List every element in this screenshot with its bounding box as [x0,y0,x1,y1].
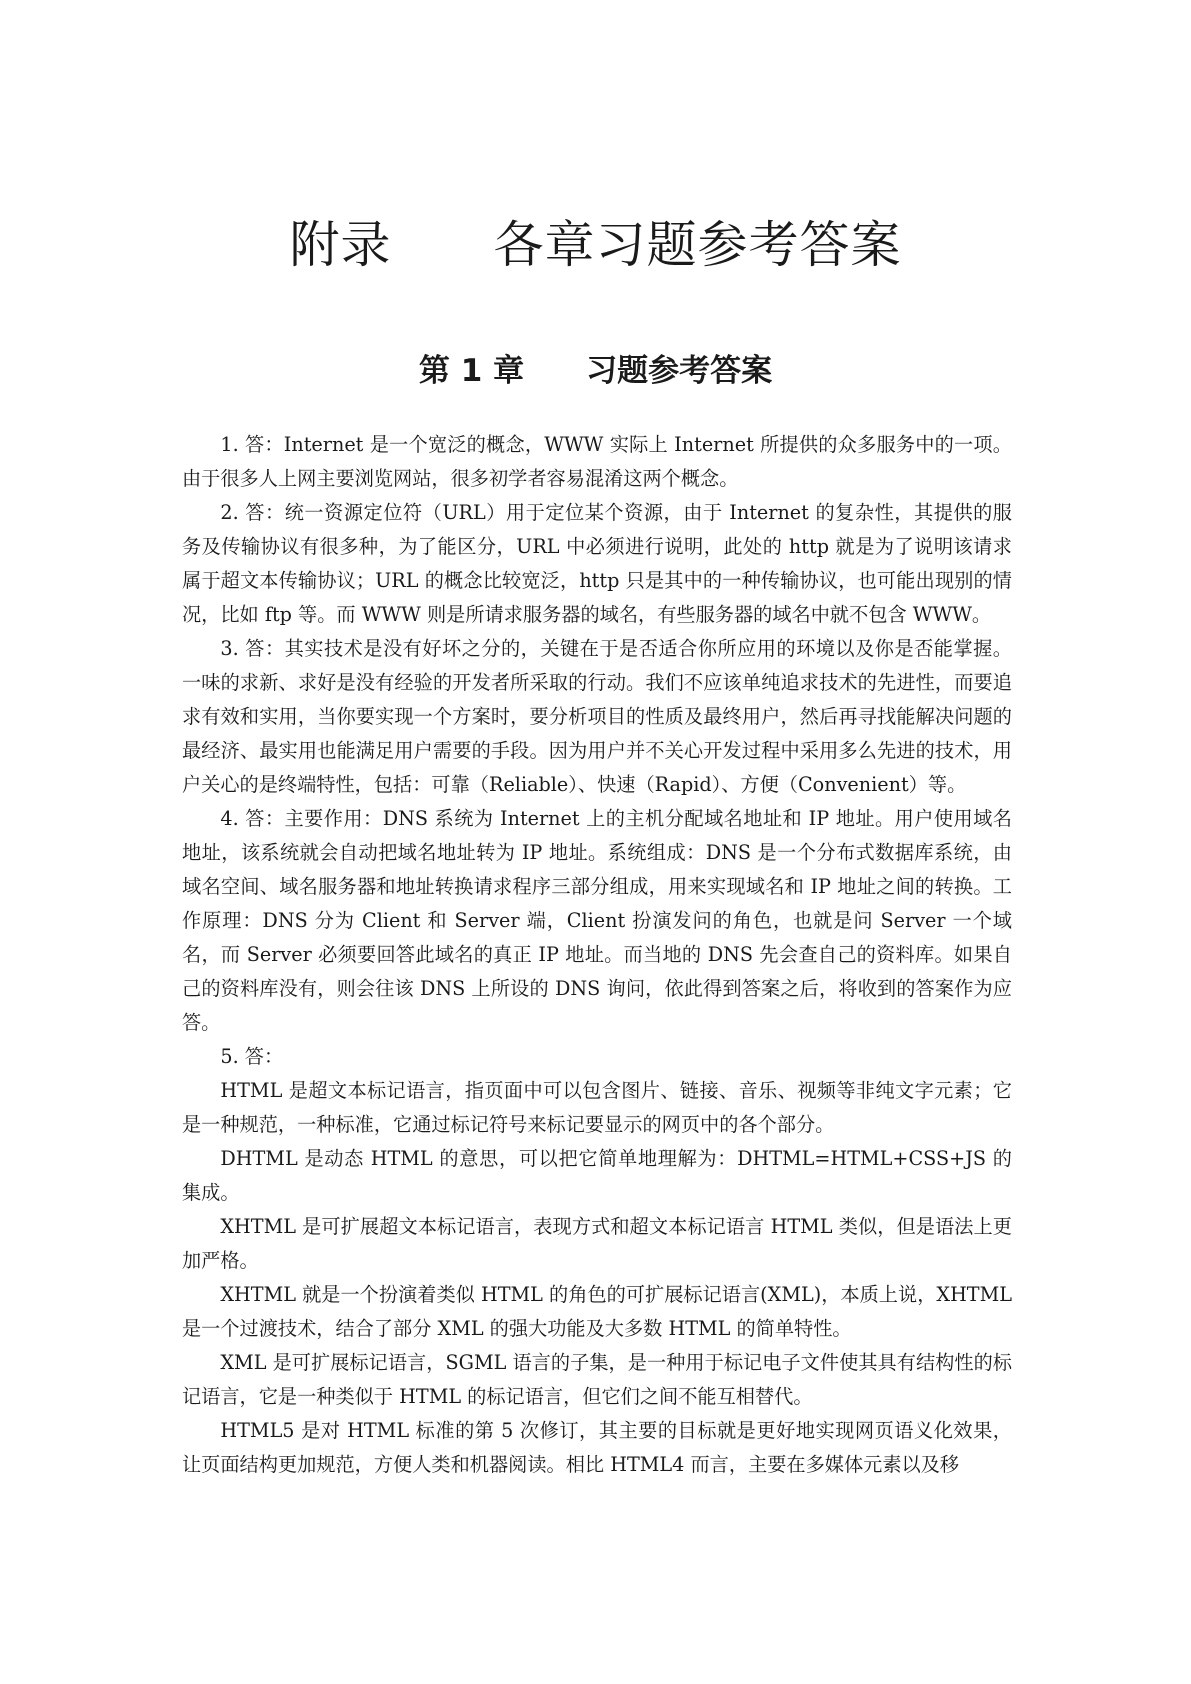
answer-paragraph-xhtml-xml: XHTML 就是一个扮演着类似 HTML 的角色的可扩展标记语言(XML)，本质上说，XHTML 是一个过渡技术，结合了部分 XML 的强大功能及大多数 HTML 的简单特性。 [182,1283,1012,1340]
answer-paragraph-html5: HTML5 是对 HTML 标准的第 5 次修订，其主要的目标就是更好地实现网页语义化效果，让页面结构更加规范，方便人类和机器阅读。相比 HTML4 而言，主要在多媒体元素以及移 [182,1419,1012,1476]
page-title: 附录 各章习题参考答案 [289,216,902,274]
answer-paragraph-2: 2. 答：统一资源定位符（URL）用于定位某个资源，由于 Internet 的复杂性，其提供的服务及传输协议有很多种，为了能区分，URL 中必须进行说明，此处的 http 就是为了说明该请求属于超文本传输协议；URL 的概念比较宽泛，http 只是其中的一种传输协议，也可能出现别的情况，比如 ftp 等。而 WWW 则是所请求服务器的域名，有些服务器的域名中就不包含 WWW。 [182,501,1012,626]
answer-paragraph-3: 3. 答：其实技术是没有好坏之分的，关键在于是否适合你所应用的环境以及你是否能掌握。一味的求新、求好是没有经验的开发者所采取的行动。我们不应该单纯追求技术的先进性，而要追求有效和实用，当你要实现一个方案时，要分析项目的性质及最终用户，然后再寻找能解决问题的最经济、最实用也能满足用户需要的手段。因为用户并不关心开发过程中采用多么先进的技术，用户关心的是终端特性，包括：可靠（Reliable）、快速（Rapid）、方便（Convenient）等。 [182,637,1012,796]
answer-paragraph-xml: XML 是可扩展标记语言，SGML 语言的子集，是一种用于标记电子文件使其具有结构性的标记语言，它是一种类似于 HTML 的标记语言，但它们之间不能互相替代。 [182,1351,1012,1408]
answer-paragraph-dhtml: DHTML 是动态 HTML 的意思，可以把它简单地理解为：DHTML=HTML+CSS+JS 的集成。 [182,1147,1012,1204]
answer-paragraph-xhtml: XHTML 是可扩展超文本标记语言，表现方式和超文本标记语言 HTML 类似，但是语法上更加严格。 [182,1215,1012,1272]
chapter-title: 第 1 章 习题参考答案 [418,353,773,389]
answer-paragraph-5-heading: 5. 答： [220,1045,284,1068]
answer-paragraph-html: HTML 是超文本标记语言，指页面中可以包含图片、链接、音乐、视频等非纯文字元素；它是一种规范，一种标准，它通过标记符号来标记要显示的网页中的各个部分。 [182,1079,1012,1136]
answer-paragraph-1: 1. 答：Internet 是一个宽泛的概念，WWW 实际上 Internet 所提供的众多服务中的一项。由于很多人上网主要浏览网站，很多初学者容易混淆这两个概念。 [182,433,1012,490]
answers-body [182,428,1012,1482]
answer-paragraph-4: 4. 答：主要作用：DNS 系统为 Internet 上的主机分配域名地址和 IP 地址。用户使用域名地址，该系统就会自动把域名地址转为 IP 地址。系统组成：DNS 是一个分布式数据库系统，由域名空间、域名服务器和地址转换请求程序三部分组成，用来实现域名和 IP 地址之间的转换。工作原理：DNS 分为 Client 和 Server 端，Client 扮演发问的角色，也就是问 Server 一个域名，而 Server 必须要回答此域名的真正 IP 地址。而当地的 DNS 先会查自己的资料库。如果自己的资料库没有，则会往该 DNS 上所设的 DNS 询问，依此得到答案之后，将收到的答案作为应答。 [182,807,1012,1034]
